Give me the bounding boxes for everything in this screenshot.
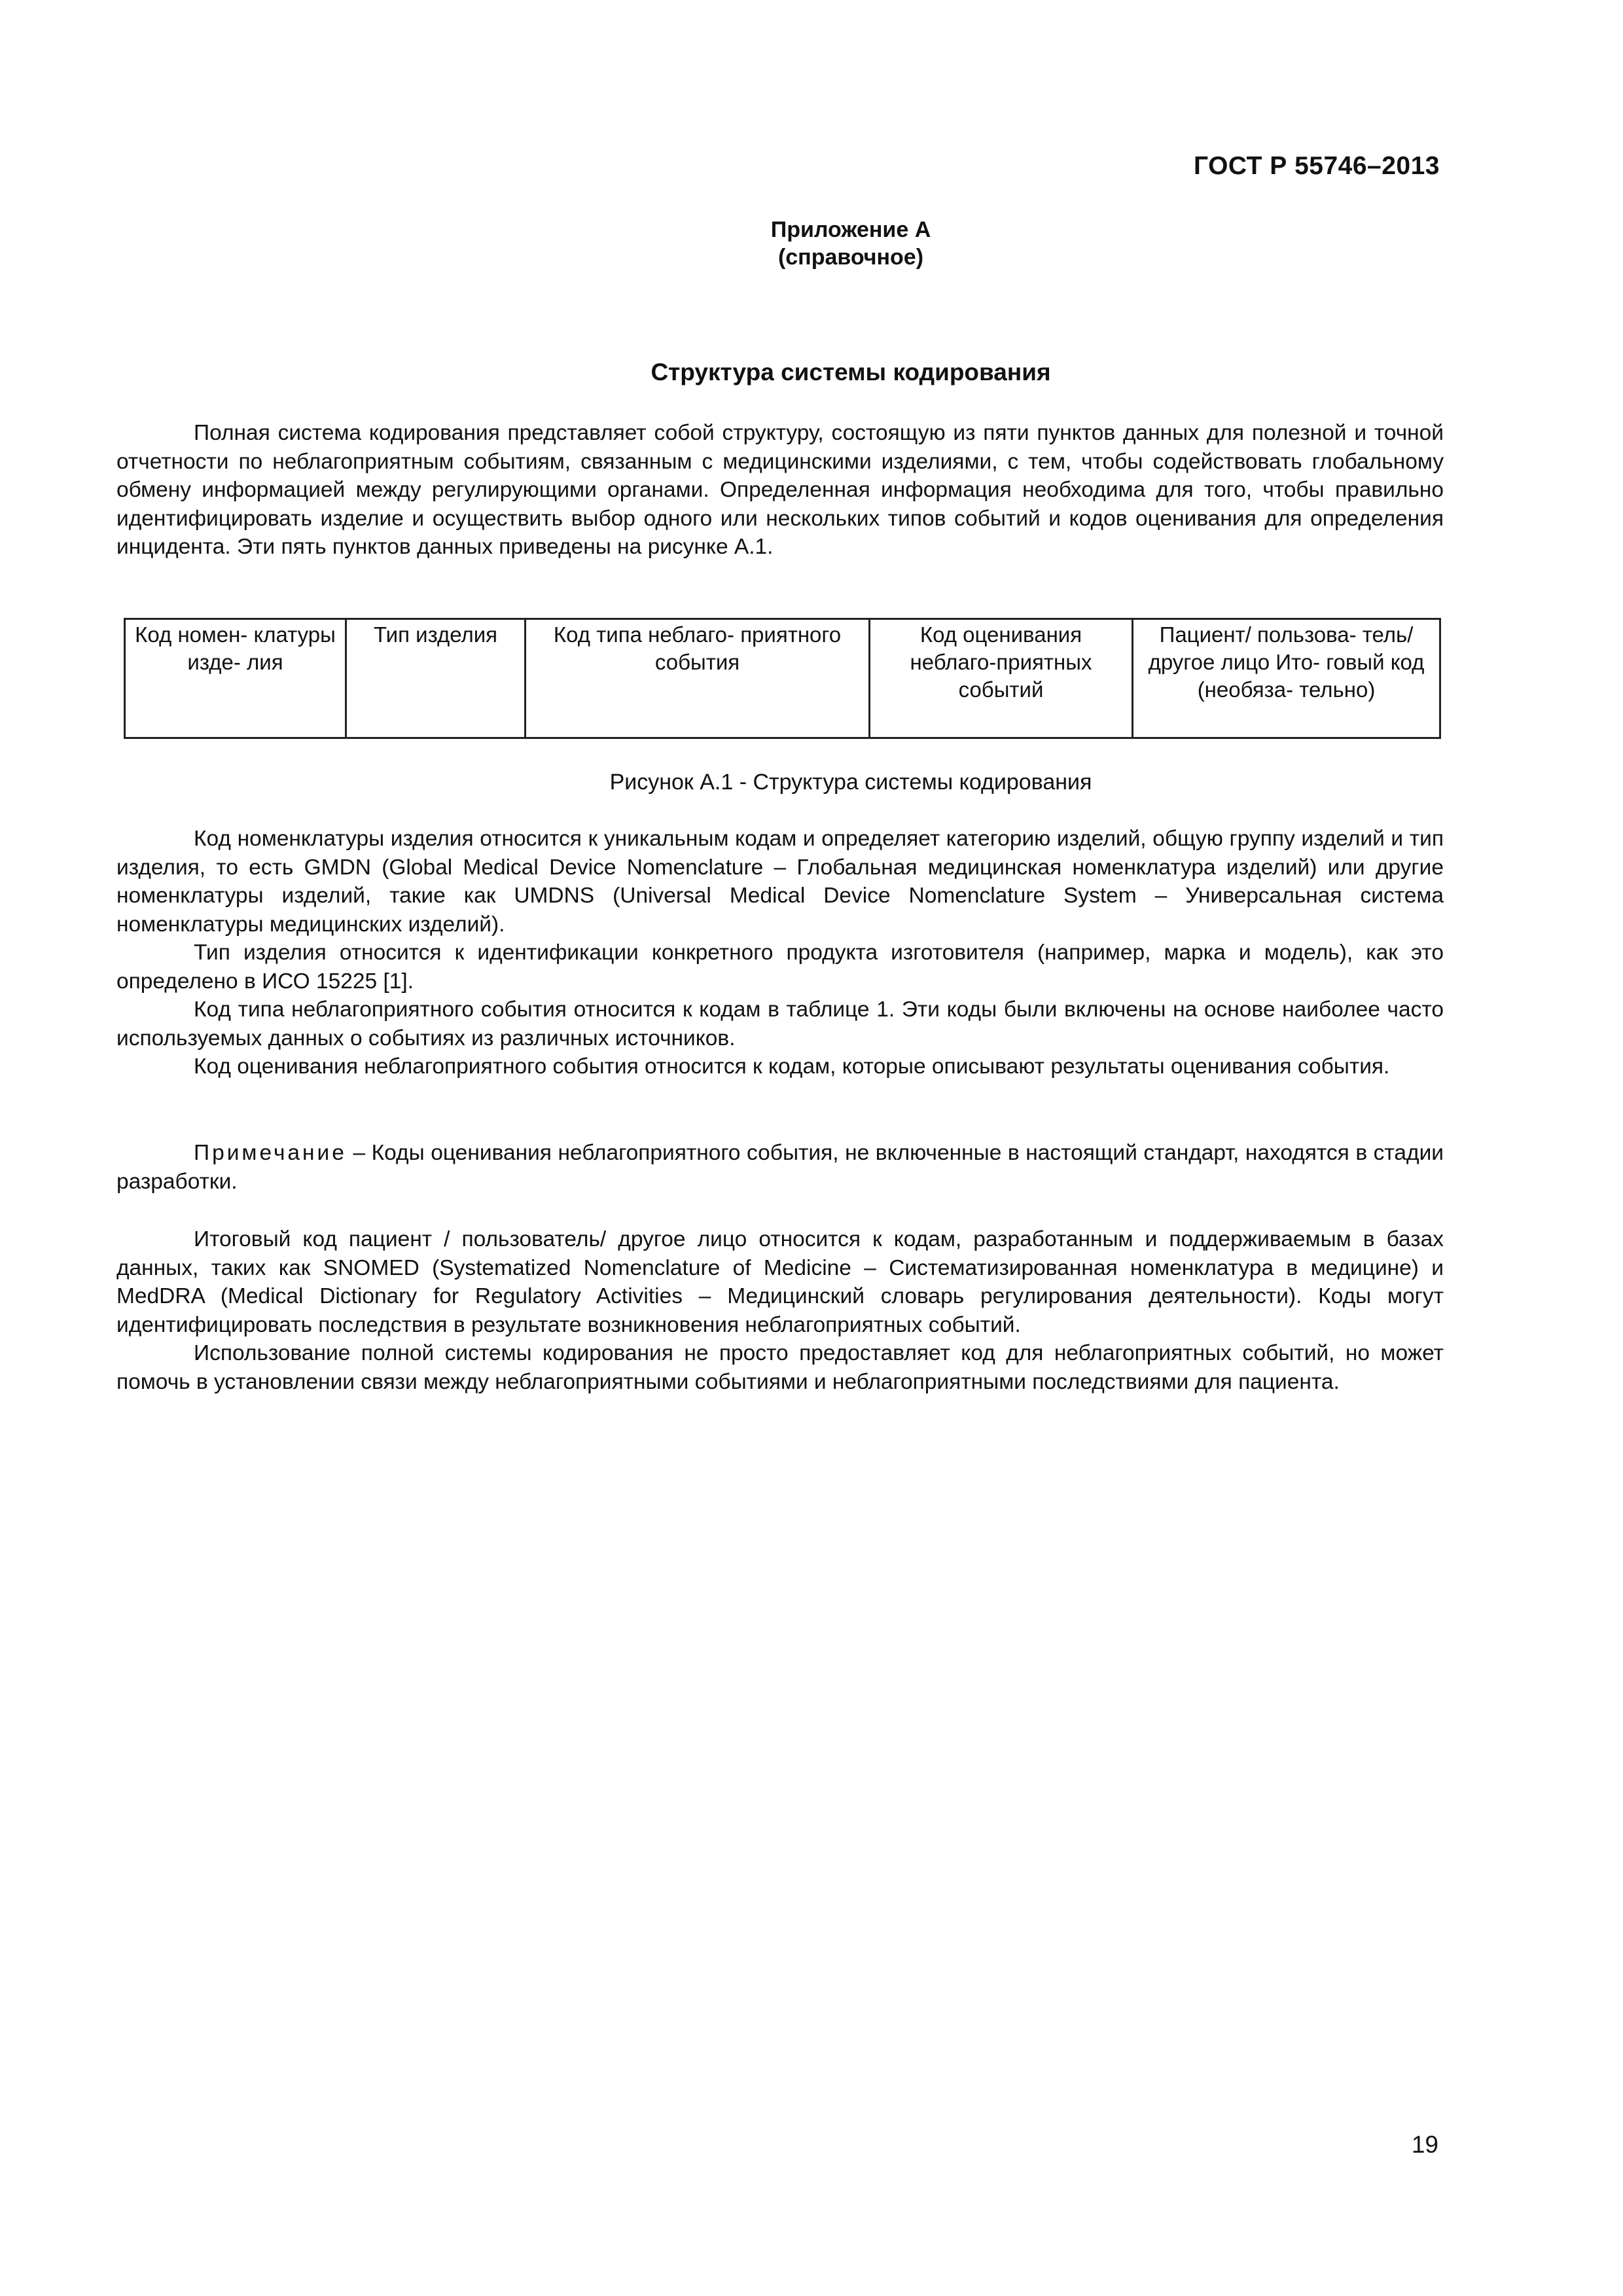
paragraph-evaluation-code: Код оценивания неблагоприятного события относится к кодам, которые описывают результаты оценивания события. xyxy=(194,1054,1390,1079)
figure-cell-adverse-event-type-code: Код типа неблаго- приятного события xyxy=(526,619,870,738)
intro-paragraph: Полная система кодирования представляет собой структуру, состоящую из пяти пунктов данных для полезной и точной отчетности по неблагоприятным событиям, связанным с медицинскими изделиями, с тем, чтобы содействовать глобальному обмену информацией между регулирующими органами. Определенная информация необходима для того, чтобы правильно идентифицировать изделие и осуществить выбор одного или нескольких типов событий и кодов оценивания для определения инцидента. Эти пять пунктов данных приведены на рисунке А.1. xyxy=(116,421,1444,559)
appendix-title: Приложение А xyxy=(770,217,931,242)
note-label: Примечание xyxy=(194,1141,347,1165)
note-text: – Коды оценивания неблагоприятного события, не включенные в настоящий стандарт, находятся в стадии разработки. xyxy=(116,1141,1444,1194)
intro-block xyxy=(116,419,1444,562)
appendix-subtitle: (справочное) xyxy=(777,245,924,270)
note xyxy=(116,1139,1444,1196)
appendix-heading xyxy=(0,216,1623,271)
coding-structure-figure xyxy=(124,618,1441,739)
paragraph-event-type-code: Код типа неблагоприятного события относится к кодам в таблице 1. Эти коды были включены на основе наиболее часто используемых данных о событиях из различных источников. xyxy=(116,997,1444,1050)
note-block xyxy=(116,1139,1444,1196)
page-number: 19 xyxy=(1411,2131,1438,2158)
paragraph-device-type: Тип изделия относится к идентификации конкретного продукта изготовителя (например, марка и модель), как это определено в ИСО 15225 [1]. xyxy=(116,941,1444,994)
figure-caption: Рисунок А.1 - Структура системы кодирования xyxy=(609,770,1092,795)
figure-row xyxy=(125,619,1440,738)
closing-block xyxy=(116,1225,1444,1396)
figure-cell-evaluation-code: Код оценивания неблаго-приятных событий xyxy=(870,619,1133,738)
paragraph-nomenclature-code: Код номенклатуры изделия относится к уникальным кодам и определяет категорию изделий, общую группу изделий и тип изделия, то есть GMDN (Global Medical Device Nomenclature – Глобальная медицинская номенклатура изделий) или другие номенклатуры изделий, такие как UMDNS (Universal Medical Device Nomenclature System – Универсальная система номенклатуры медицинских изделий). xyxy=(116,827,1444,937)
figure-cell-device-nomenclature-code: Код номен- клатуры изде- лия xyxy=(125,619,346,738)
definitions-block xyxy=(116,825,1444,1081)
figure-cell-patient-outcome-code: Пациент/ пользова- тель/ другое лицо Ито- говый код (необяза- тельно) xyxy=(1133,619,1440,738)
paragraph-full-system-usage: Использование полной системы кодирования не просто предоставляет код для неблагоприятных событий, но может помочь в установлении связи между неблагоприятными событиями и неблагоприятными последствиями для пациента. xyxy=(116,1341,1444,1394)
standard-code: ГОСТ Р 55746–2013 xyxy=(1193,152,1440,180)
paragraph-patient-outcome-code: Итоговый код пациент / пользователь/ другое лицо относится к кодам, разработанным и поддерживаемым в базах данных, таких как SNOMED (Systematized Nomenclature of Medicine – Систематизированная номенклатура в медицине) и MedDRA (Medical Dictionary for Regulatory Activities – Медицинский словарь регулирования деятельности). Коды могут идентифицировать последствия в результате возникновения неблагоприятных событий. xyxy=(116,1227,1444,1337)
section-title: Структура системы кодирования xyxy=(651,359,1051,386)
figure-cell-device-type: Тип изделия xyxy=(346,619,526,738)
